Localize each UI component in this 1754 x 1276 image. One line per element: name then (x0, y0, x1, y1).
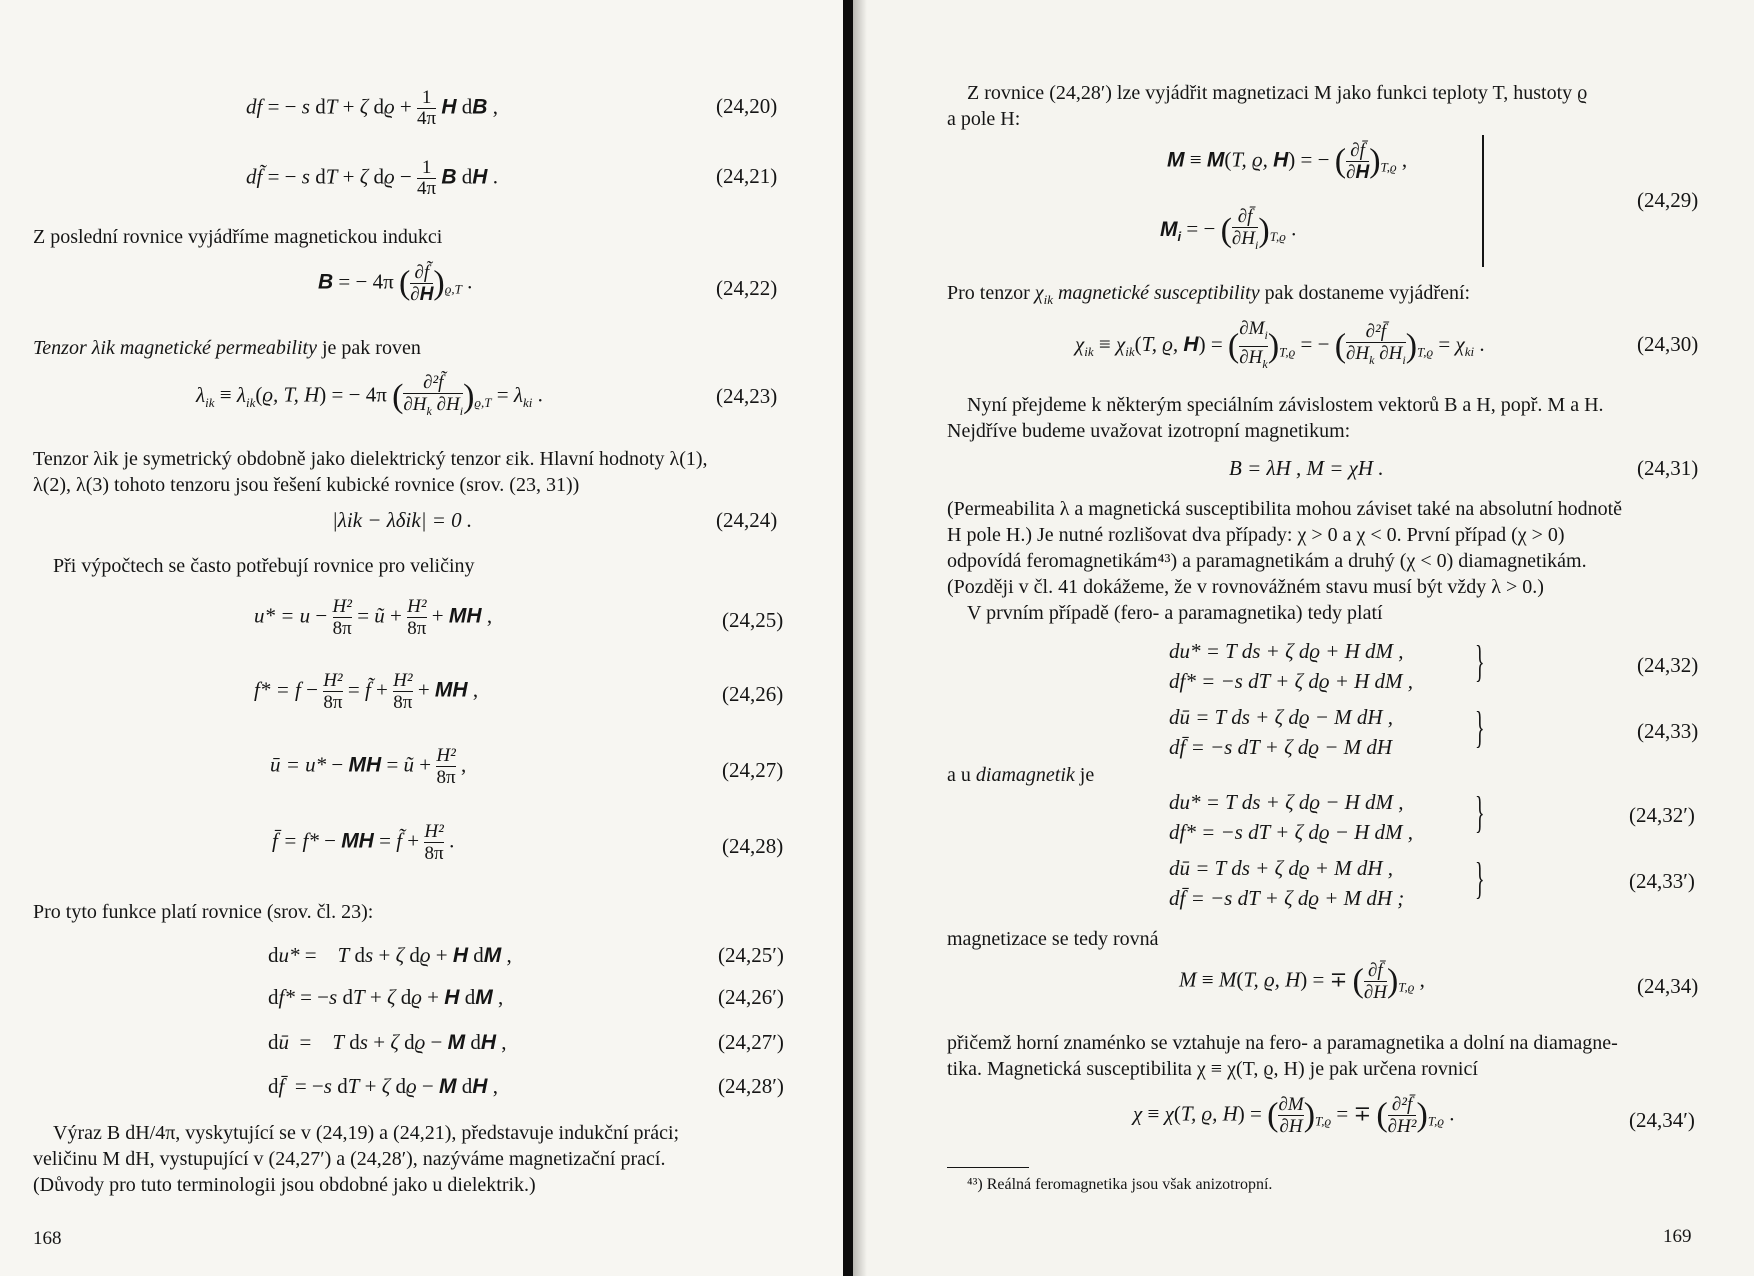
equation-24-25-prime: du* = T ds + ζ dϱ + H dM , (268, 943, 512, 967)
paragraph-permeability-3: odpovídá feromagnetikám⁴³) a paramagnetikám a druhý (χ < 0) diamagnetikám. (947, 550, 1587, 572)
page-number-left: 168 (33, 1228, 62, 1249)
brace-24-33: } (1475, 703, 1485, 752)
equation-24-32-prime-line1: du* = T ds + ζ dϱ − H dM , (1169, 790, 1404, 814)
equation-24-32-line2: df* = −s dT + ζ dϱ + H dM , (1169, 669, 1414, 693)
footnote-43: ⁴³) Reálná feromagnetika jsou však anizotropní. (967, 1176, 1273, 1193)
eq-number-24-28-prime: (24,28′) (718, 1074, 784, 1098)
paragraph-magnetization-equals: magnetizace se tedy rovná (947, 928, 1159, 950)
equation-24-26-prime: df* = −s dT + ζ dϱ + H dM , (268, 985, 504, 1009)
equation-group-bracket (1482, 135, 1484, 267)
footnote-rule (947, 1167, 1029, 1168)
eq-number-24-24: (24,24) (716, 508, 778, 532)
paragraph-magnetization-2: a pole H: (947, 108, 1021, 130)
book-gutter (843, 0, 853, 1276)
eq-number-24-21: (24,21) (716, 164, 778, 188)
eq-number-24-25-prime: (24,25′) (718, 943, 784, 967)
equation-24-33-line2: df̄ = −s dT + ζ dϱ − M dH (1169, 735, 1393, 759)
equation-24-30: $\chi_{ik} \equiv \chi_{ik}(T$, ϱ, H) = ( $\frac{\partial M_i}{\partial H_k}$ )$_{T,ϱ}$ = − ( $\frac{\text{∂²f̄}}{\partial H_k \partial H_i}$ )$_{T,ϱ} = \chi_{ki}$ . (1075, 318, 1485, 371)
equation-24-32-line1: du* = T ds + ζ dϱ + H dM , (1169, 639, 1404, 663)
eq-number-24-34-prime: (24,34′) (1629, 1108, 1695, 1132)
eq-number-24-27-prime: (24,27′) (718, 1030, 784, 1054)
equation-24-34-prime: χ ≡ χ(T, ϱ, H) = ( $\frac{\partial M}{\partial H}$ )$_{T,ϱ}$ = ∓ ( $\frac{\text{∂²f̄}}{\text{∂H²}}$ )$_{T,ϱ}$ . (1133, 1094, 1455, 1137)
equation-24-27-prime: dū = T ds + ζ dϱ − M dH , (268, 1030, 507, 1054)
brace-24-32: } (1475, 637, 1485, 686)
equation-24-32-prime-line2: df* = −s dT + ζ dϱ − H dM , (1169, 820, 1414, 844)
equation-24-24: |λik − λδik| = 0 . (332, 508, 473, 532)
eq-number-24-32: (24,32) (1637, 653, 1699, 677)
paragraph-special-2: Nejdříve budeme uvažovat izotropní magnetikum: (947, 420, 1351, 442)
brace-24-33-prime: } (1475, 854, 1485, 903)
paragraph-sign-1: přičemž horní znaménko se vztahuje na fero- a paramagnetika a dolní na diamagne- (947, 1032, 1618, 1054)
eq-number-24-34: (24,34) (1637, 974, 1699, 998)
paragraph-permeability-1: (Permeabilita λ a magnetická susceptibilita mohou záviset také na absolutní hodnotě (947, 498, 1623, 520)
eq-number-24-33-prime: (24,33′) (1629, 869, 1695, 893)
eq-number-24-20: (24,20) (716, 94, 778, 118)
equation-24-22: B = − 4π ( $\frac{\partial f̃}{\partial H}$ )$_{ϱ,T}$ . (318, 262, 473, 305)
paragraph-special-1: Nyní přejdeme k některým speciálním závislostem vektorů B a H, popř. M a H. (967, 394, 1604, 416)
paragraph-permeability-4: (Později v čl. 41 dokážeme, že v rovnovážném stavu musí být vždy λ > 0.) (947, 576, 1544, 598)
paragraph-susceptibility-tensor: Pro tenzor $\chi_{ik}$ magnetické susceptibility pak dostaneme vyjádření: (947, 282, 1471, 307)
paragraph-functions: Pro tyto funkce platí rovnice (srov. čl. 23): (33, 901, 374, 923)
equation-24-23: $\lambda_{ik} \equiv \lambda_{ik}(ϱ$, T, H) = − 4π ( $\frac{\text{∂²f̃}}{\partial H_k \partial H_i}$ )$_{ϱ,T} = \lambda_{ki}$ . (196, 372, 543, 418)
paragraph-induction: Z poslední rovnice vyjádříme magnetickou indukci (33, 226, 443, 248)
paragraph-work-1: Výraz B dH/4π, vyskytující se v (24,19) a (24,21), představuje indukční práci; (53, 1122, 680, 1144)
equation-24-28-prime: df̄ = −s dT + ζ dϱ − M dH , (268, 1074, 498, 1098)
page-number-right: 169 (1663, 1226, 1692, 1247)
paragraph-sign-2: tika. Magnetická susceptibilita χ ≡ χ(T, ϱ, H) je pak určena rovnicí (947, 1058, 1478, 1080)
eq-number-24-25: (24,25) (722, 608, 784, 632)
paragraph-quantities: Při výpočtech se často potřebují rovnice pro veličiny (53, 555, 475, 577)
eq-number-24-30: (24,30) (1637, 332, 1699, 356)
equation-24-31: B = λH , M = χH . (1229, 456, 1384, 480)
brace-24-32-prime: } (1475, 788, 1485, 837)
eq-number-24-28: (24,28) (722, 834, 784, 858)
paragraph-work-3: (Důvody pro tuto terminologii jsou obdobné jako u dielektrik.) (33, 1174, 536, 1196)
equation-24-33-prime-line1: dū = T ds + ζ dϱ + M dH , (1169, 856, 1394, 880)
paragraph-symmetric-1: Tenzor λik je symetrický obdobně jako dielektrický tenzor εik. Hlavní hodnoty λ(1), (33, 448, 708, 470)
gutter-shadow (853, 0, 867, 1276)
eq-number-24-31: (24,31) (1637, 456, 1699, 480)
equation-24-34: M ≡ M(T, ϱ, H) = ∓ ( $\frac{\partial f̄}{\partial H}$ )$_{T,ϱ}$ , (1179, 960, 1425, 1003)
equation-24-33-line1: dū = T ds + ζ dϱ − M dH , (1169, 705, 1394, 729)
eq-number-24-27: (24,27) (722, 758, 784, 782)
equation-24-33-prime-line2: df̄ = −s dT + ζ dϱ + M dH ; (1169, 886, 1405, 910)
paragraph-permeability-2: H pole H.) Je nutné rozlišovat dva případy: χ > 0 a χ < 0. První případ (χ > 0) (947, 524, 1565, 546)
equation-24-28: f̄ = f* − MH = f̃ + $\frac{\text{H²}}{8\pi}$ . (272, 821, 455, 864)
left-page (0, 0, 843, 1276)
eq-number-24-26-prime: (24,26′) (718, 985, 784, 1009)
paragraph-work-2: veličinu M dH, vystupující v (24,27′) a (24,28′), nazýváme magnetizační prací. (33, 1148, 666, 1170)
eq-number-24-26: (24,26) (722, 682, 784, 706)
eq-number-24-32-prime: (24,32′) (1629, 803, 1695, 827)
eq-number-24-22: (24,22) (716, 276, 778, 300)
paragraph-tensor-permeability: Tenzor λik magnetické permeability je pak roven (33, 337, 421, 359)
eq-number-24-29: (24,29) (1637, 188, 1699, 212)
paragraph-first-case: V prvním případě (fero- a paramagnetika) tedy platí (967, 602, 1383, 624)
equation-24-20: df = − s dT + ζ dϱ + $\frac{1}{4\pi}$ H dB , (246, 87, 498, 129)
equation-24-29-b: $M_i$ = − ( $\frac{\partial f̄}{\partial H_i}$ )$_{T,ϱ}$ . (1160, 206, 1297, 252)
equation-24-27: ū = u* − MH = ũ + $\frac{\text{H²}}{8\pi}$ , (270, 745, 467, 788)
paragraph-symmetric-2: λ(2), λ(3) tohoto tenzoru jsou řešení kubické rovnice (srov. (23, 31)) (33, 474, 580, 496)
paragraph-diamagnetics: a u diamagnetik je (947, 764, 1095, 786)
right-page (853, 0, 1754, 1276)
paragraph-magnetization-1: Z rovnice (24,28′) lze vyjádřit magnetizaci M jako funkci teploty T, hustoty ϱ (967, 82, 1588, 104)
equation-24-21: df̃ = − s dT + ζ dϱ − $\frac{1}{4\pi}$ B dH . (246, 157, 498, 199)
eq-number-24-33: (24,33) (1637, 719, 1699, 743)
equation-24-25: u* = u − $\frac{\text{H²}}{8\pi}$ = ũ + $\frac{\text{H²}}{8\pi}$ + MH , (254, 596, 493, 639)
equation-24-26: f* = f − $\frac{\text{H²}}{8\pi}$ = f̃ + $\frac{\text{H²}}{8\pi}$ + MH , (254, 670, 479, 713)
equation-24-29-a: M ≡ M(T, ϱ, H) = − ( $\frac{\partial f̄}{\partial H}$ )$_{T,ϱ}$ , (1167, 140, 1408, 183)
eq-number-24-23: (24,23) (716, 384, 778, 408)
